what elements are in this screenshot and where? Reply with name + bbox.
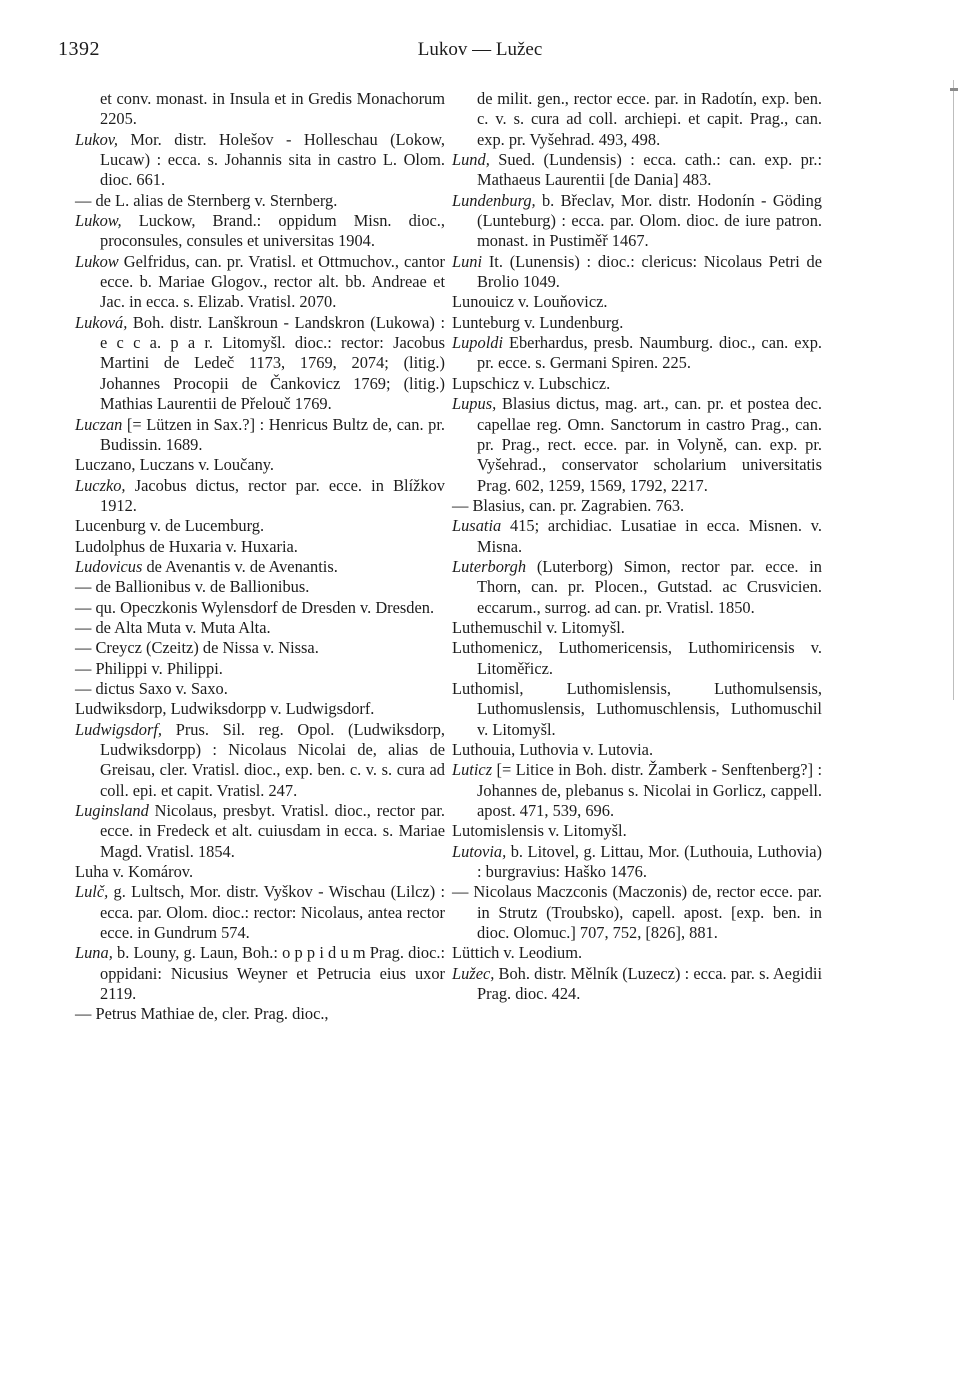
- entry-text: Sued. (Lundensis) : ecca. cath.: can. exp. pr.: Mathaeus Laurentii [de Dania] 483.: [477, 150, 822, 190]
- entry-headword: Lusatia: [452, 516, 502, 536]
- index-entry: [75, 720, 445, 801]
- entry-text: b. Litovel, g. Littau, Mor. (Luthouia, Luthovia) : burgravius: Haško 1476.: [477, 841, 822, 882]
- entry-headword: Luni: [452, 251, 483, 271]
- index-entry: [75, 211, 445, 252]
- entry-text: — de Ballionibus v. de Ballionibus.: [75, 577, 310, 597]
- page-number: 1392: [58, 38, 100, 60]
- index-entry: [75, 557, 445, 577]
- entry-text: b. Břeclav, Mor. distr. Hodonín - Göding (Lunteburg) : ecca. par. Olom. dioc. de iure patron. monast. in Pustiměř 1467.: [477, 190, 822, 251]
- entry-text: [= Litice in Boh. distr. Žamberk - Senftenberg?] : Johannes de, plebanus s. Nicolai in Gorlicz, cappell. apost. 471, 539, 696.: [477, 760, 822, 821]
- entry-text: de Avenantis v. de Avenantis.: [142, 556, 338, 576]
- entry-text: Luthomenicz, Luthomericensis, Luthomiricensis v. Litoměřicz.: [452, 638, 822, 678]
- index-entry: [75, 455, 445, 475]
- entry-text: (Luterborg) Simon, rector par. ecce. in Thorn, can. pr. Plocen., Gutstad. ac Crusvicien. eccarum., surrog. ad can. pr. Vratisl. 1850.: [477, 556, 822, 617]
- entry-headword: Lužec,: [452, 963, 495, 983]
- index-entry: [452, 740, 822, 760]
- index-entry: [75, 577, 445, 597]
- entry-headword: Lukov,: [75, 129, 118, 149]
- entry-headword: Luczan: [75, 414, 123, 434]
- entry-text: Gelfridus, can. pr. Vratisl. et Ottmuchov., cantor ecce. b. Mariae Glogov., rector alt. bb. Andreae et Jac. in ecca. s. Elizab. Vratisl. 2070.: [100, 251, 445, 312]
- entry-headword: Lupus,: [452, 394, 497, 414]
- index-entry: [75, 476, 445, 517]
- entry-text: [= Lützen in Sax.?] : Henricus Bultz de, can. pr. Budissin. 1689.: [100, 414, 445, 454]
- entry-text: Luthouia, Luthovia v. Lutovia.: [452, 740, 654, 759]
- index-entry: [452, 191, 822, 252]
- index-entry: [452, 679, 822, 740]
- index-entry: [75, 618, 445, 638]
- entry-text: Lunouicz v. Louňovicz.: [452, 292, 608, 312]
- index-entry: [452, 964, 822, 1005]
- entry-text: — Creycz (Czeitz) de Nissa v. Nissa.: [75, 638, 319, 658]
- index-entry: [452, 882, 822, 943]
- entry-text: Luha v. Komárov.: [75, 862, 194, 882]
- entry-text: — qu. Opeczkonis Wylensdorf de Dresden v. Dresden.: [75, 597, 435, 617]
- index-entry: [75, 862, 445, 882]
- entry-text: et conv. monast. in Insula et in Gredis Monachorum 2205.: [100, 89, 445, 129]
- index-entry: [75, 516, 445, 536]
- index-entry: [452, 516, 822, 557]
- entry-headword: Luková,: [75, 312, 128, 332]
- index-entry: [452, 557, 822, 618]
- entry-headword: Luticz: [452, 760, 493, 780]
- entry-headword: Lulč,: [75, 882, 109, 902]
- entry-text: — Blasius, can. pr. Zagrabien. 763.: [452, 495, 685, 515]
- entry-text: Boh. distr. Lanškroun - Landskron (Lukowa) : e c c a. p a r. Litomyšl. dioc.: rector: Jacobus Martini de Ledeč 1173, 1769, 2074; (litig.) Johannes Procopii de Čankovicz 1769; (litig.) Mathias Laurentii de Přelouč 1769.: [100, 312, 445, 414]
- entry-headword: Lund,: [452, 150, 490, 170]
- entry-text: — Nicolaus Maczconis (Maczonis) de, rector ecce. par. in Strutz (Troubsko), capell. apost. [exp. ben. in dioc. Olomuc.] 707, 752, [826], 881.: [452, 882, 822, 943]
- entry-text: Lutomislensis v. Litomyšl.: [452, 821, 627, 841]
- index-entry: [452, 638, 822, 679]
- index-entry: [75, 699, 445, 719]
- entry-headword: Lukow: [75, 251, 119, 271]
- entry-text: — dictus Saxo v. Saxo.: [75, 678, 228, 698]
- entry-text: — Petrus Mathiae de, cler. Prag. dioc.,: [75, 1004, 329, 1024]
- index-entry: [452, 842, 822, 883]
- entry-text: — Philippi v. Philippi.: [75, 658, 223, 678]
- index-entry: [75, 313, 445, 415]
- entry-text: Luthomisl, Luthomislensis, Luthomulsensis, Luthomuslensis, Luthomuschlensis, Luthomuschil v. Litomyšl.: [452, 678, 822, 739]
- entry-text: Nicolaus, presbyt. Vratisl. dioc., rector par. ecce. in Fredeck et alt. cuiusdam in ecca. s. Mariae Magd. Vratisl. 1854.: [100, 801, 445, 861]
- index-entry: [75, 638, 445, 658]
- entry-text: de milit. gen., rector ecce. par. in Radotín, exp. ben. c. v. s. cura ad coll. archiepi. et capit. Prag., can. exp. pr. Vyšehrad. 493, 498.: [477, 89, 822, 149]
- index-entry: [452, 394, 822, 496]
- entry-text: Luckow, Brand.: oppidum Misn. dioc., proconsules, consules et universitas 1904.: [100, 211, 445, 251]
- entry-headword: Luczko,: [75, 475, 126, 495]
- entry-text: Boh. distr. Mělník (Luzecz) : ecca. par. s. Aegidii Prag. dioc. 424.: [477, 963, 822, 1004]
- index-entry: [75, 679, 445, 699]
- entry-text: Ludwiksdorp, Ludwiksdorpp v. Ludwigsdorf.: [75, 699, 375, 719]
- index-entry: [75, 537, 445, 557]
- entry-text: Eberhardus, presb. Naumburg. dioc., can. exp. pr. ecce. s. Germani Spiren. 225.: [477, 333, 822, 373]
- index-entry: [75, 659, 445, 679]
- index-entry: [75, 191, 445, 211]
- entry-text: Luczano, Luczans v. Loučany.: [75, 455, 275, 475]
- entry-headword: Lundenburg,: [452, 190, 536, 210]
- index-entry: [452, 821, 822, 841]
- index-entry: [75, 882, 445, 943]
- index-entry: [452, 374, 822, 394]
- page-edge-line: [953, 80, 954, 700]
- entry-text: Lucenburg v. de Lucemburg.: [75, 516, 265, 536]
- entry-text: Lüttich v. Leodium.: [452, 943, 583, 963]
- entry-text: Blasius dictus, mag. art., can. pr. et postea dec. capellae reg. Omn. Sanctorum in castro Prag., can. pr. Prag., rect. ecce. par. in Volyně, can. exp. pr. Vyšehrad., conservator scholarium universitatis Prag. 602, 1259, 1569, 1792, 2217.: [477, 394, 822, 495]
- entry-headword: Lukow,: [75, 211, 122, 231]
- entry-text: Lupschicz v. Lubschicz.: [452, 373, 611, 393]
- entry-text: Lunteburg v. Lundenburg.: [452, 312, 624, 332]
- index-entry: [452, 89, 822, 150]
- index-entry: [75, 943, 445, 1004]
- index-entry: [75, 130, 445, 191]
- index-entry: [75, 415, 445, 456]
- index-entry: [452, 150, 822, 191]
- index-entry: [452, 313, 822, 333]
- entry-headword: Lutovia,: [452, 841, 507, 861]
- entry-headword: Luginsland: [75, 801, 149, 821]
- page-header: [0, 38, 960, 68]
- index-entry: [452, 618, 822, 638]
- entry-text: It. (Lunensis) : dioc.: clericus: Nicolaus Petri de Brolio 1049.: [477, 251, 822, 292]
- index-entry: [75, 89, 445, 130]
- entry-headword: Luna,: [75, 943, 113, 963]
- entry-text: Mor. distr. Holešov - Holleschau (Lokow, Lucaw) : ecca. s. Johannis sita in castro L. Olom. dioc. 661.: [100, 129, 445, 190]
- entry-headword: Luterborgh: [452, 556, 527, 576]
- entry-text: Ludolphus de Huxaria v. Huxaria.: [75, 536, 298, 556]
- page-edge-tick: [950, 88, 958, 91]
- index-entry: [75, 801, 445, 862]
- index-entry: [75, 252, 445, 313]
- index-entry: [75, 1004, 445, 1024]
- entry-text: Jacobus dictus, rector par. ecce. in Blížkov 1912.: [100, 475, 445, 515]
- entry-text: — de L. alias de Sternberg v. Sternberg.: [75, 190, 338, 210]
- entry-headword: Ludwigsdorf,: [75, 719, 162, 739]
- entry-text: 415; archidiac. Lusatiae in ecca. Misnen. v. Misna.: [477, 516, 822, 556]
- left-column: [75, 89, 445, 1025]
- index-entry: [452, 943, 822, 963]
- index-entry: [452, 333, 822, 374]
- right-column: [452, 89, 822, 1004]
- index-entry: [452, 252, 822, 293]
- entry-headword: Ludovicus: [75, 556, 143, 576]
- entry-text: Prus. Sil. reg. Opol. (Ludwiksdorp, Ludwiksdorpp) : Nicolaus Nicolai de, alias de Greisau, cler. Vratisl. dioc., exp. ben. c. v. s. cura ad coll. epi. et capit. Vratisl. 247.: [100, 719, 445, 800]
- entry-text: Luthemuschil v. Litomyšl.: [452, 617, 625, 637]
- entry-headword: Lupoldi: [452, 333, 504, 353]
- index-entry: [452, 292, 822, 312]
- running-head: Lukov — Lužec: [417, 39, 543, 60]
- index-entry: [75, 598, 445, 618]
- index-entry: [452, 496, 822, 516]
- entry-text: b. Louny, g. Laun, Boh.: o p p i d u m Prag. dioc.: oppidani: Nicusius Weyner et Petrucia eius uxor 2119.: [100, 943, 445, 1004]
- entry-text: — de Alta Muta v. Muta Alta.: [75, 617, 271, 637]
- entry-text: g. Lultsch, Mor. distr. Vyškov - Wischau (Lilcz) : ecca. par. Olom. dioc.: rector: Nicolaus, antea rector ecce. in Gundrum 574.: [100, 882, 445, 943]
- index-entry: [452, 760, 822, 821]
